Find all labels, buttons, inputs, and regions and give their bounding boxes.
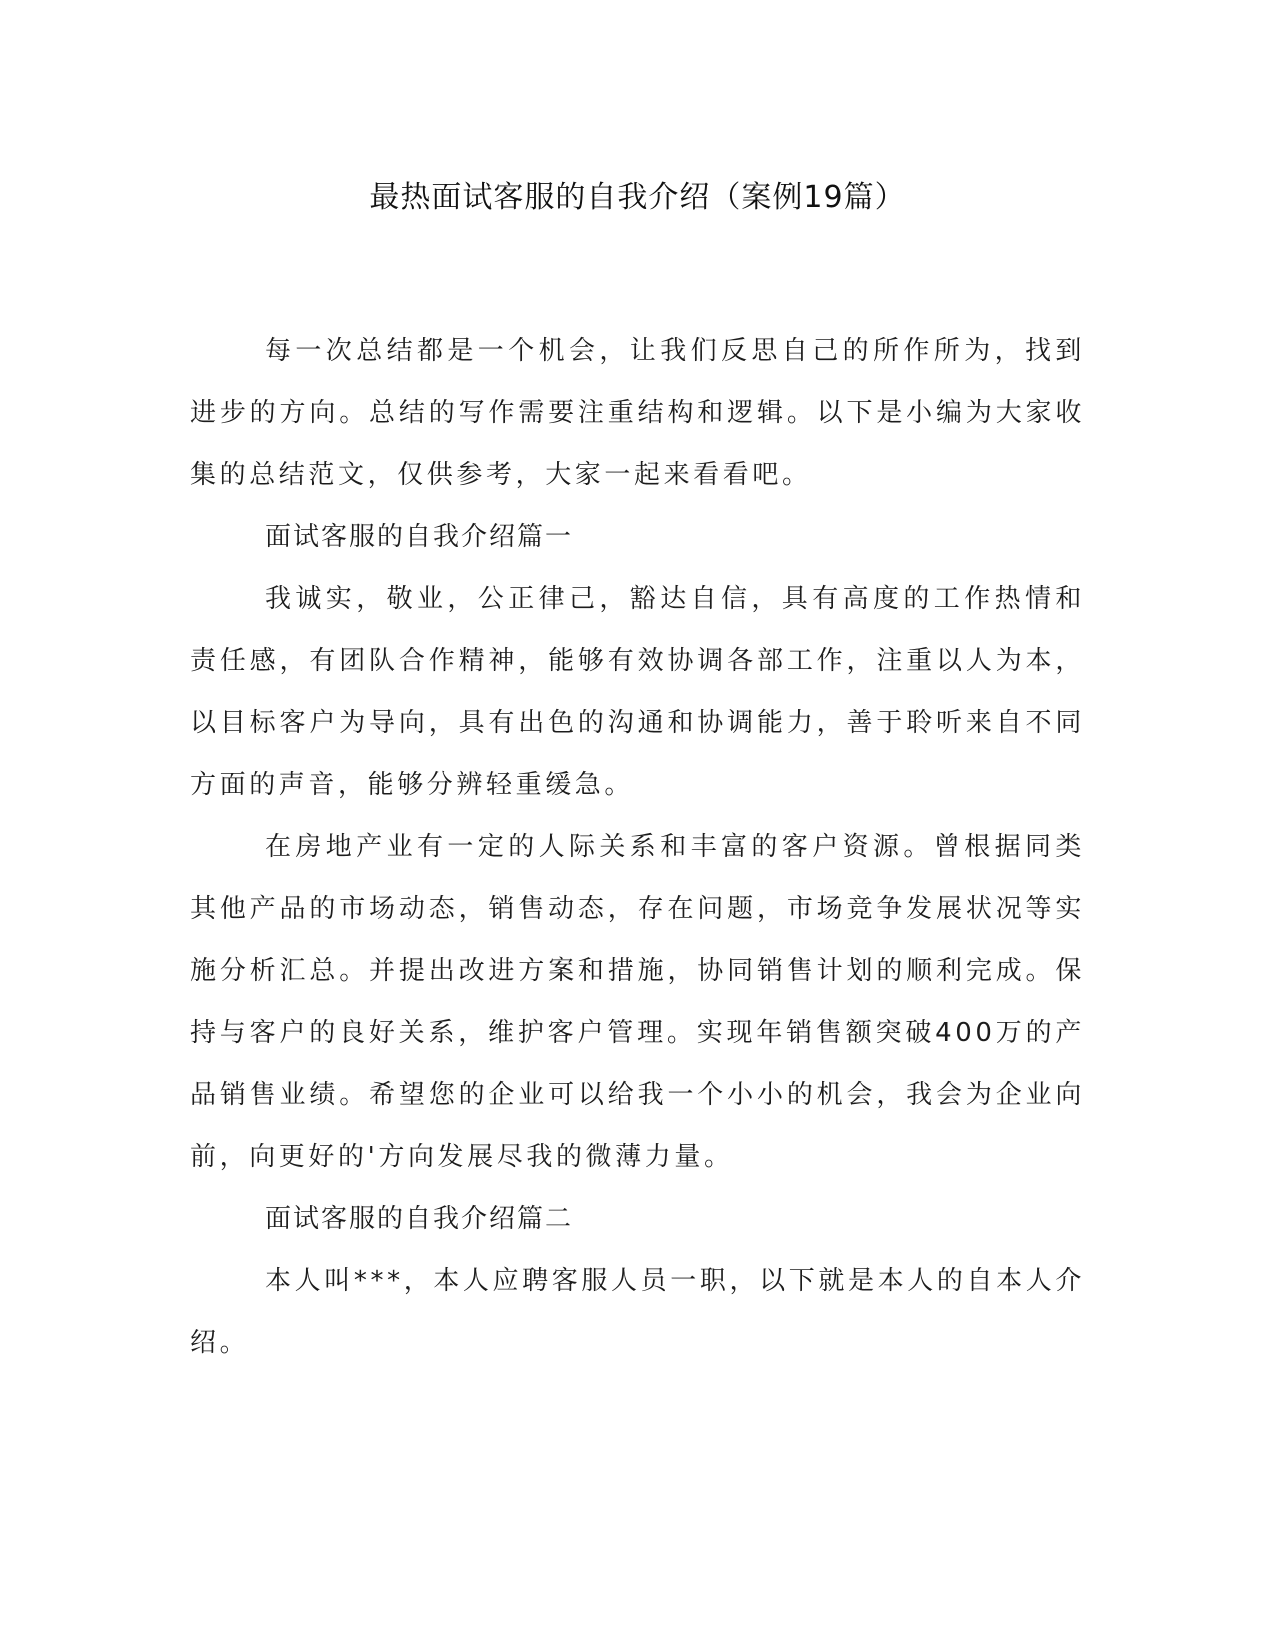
- section-2-paragraph-1: 本人叫***，本人应聘客服人员一职，以下就是本人的自本人介绍。: [190, 1266, 1085, 1358]
- intro-paragraph: 每一次总结都是一个机会，让我们反思自己的所作所为，找到进步的方向。总结的写作需要注重结构和逻辑。以下是小编为大家收集的总结范文，仅供参考，大家一起来看看吧。: [190, 336, 1085, 490]
- section-1-paragraph-2: 在房地产业有一定的人际关系和丰富的客户资源。曾根据同类其他产品的市场动态，销售动态，存在问题，市场竞争发展状况等实施分析汇总。并提出改进方案和措施，协同销售计划的顺利完成。保持与客户的良好关系，维护客户管理。实现年销售额突破400万的产品销售业绩。希望您的企业可以给我一个小小的机会，我会为企业向前，向更好的'方向发展尽我的微薄力量。: [190, 832, 1085, 1172]
- section-heading-1: 面试客服的自我介绍篇一: [265, 522, 574, 552]
- document-body: [190, 320, 1085, 1374]
- section-heading-2: 面试客服的自我介绍篇二: [265, 1204, 574, 1234]
- document-title: 最热面试客服的自我介绍（案例19篇）: [369, 180, 906, 215]
- section-1-paragraph-1: 我诚实，敬业，公正律己，豁达自信，具有高度的工作热情和责任感，有团队合作精神，能够有效协调各部工作，注重以人为本，以目标客户为导向，具有出色的沟通和协调能力，善于聆听来自不同方面的声音，能够分辨轻重缓急。: [190, 584, 1085, 800]
